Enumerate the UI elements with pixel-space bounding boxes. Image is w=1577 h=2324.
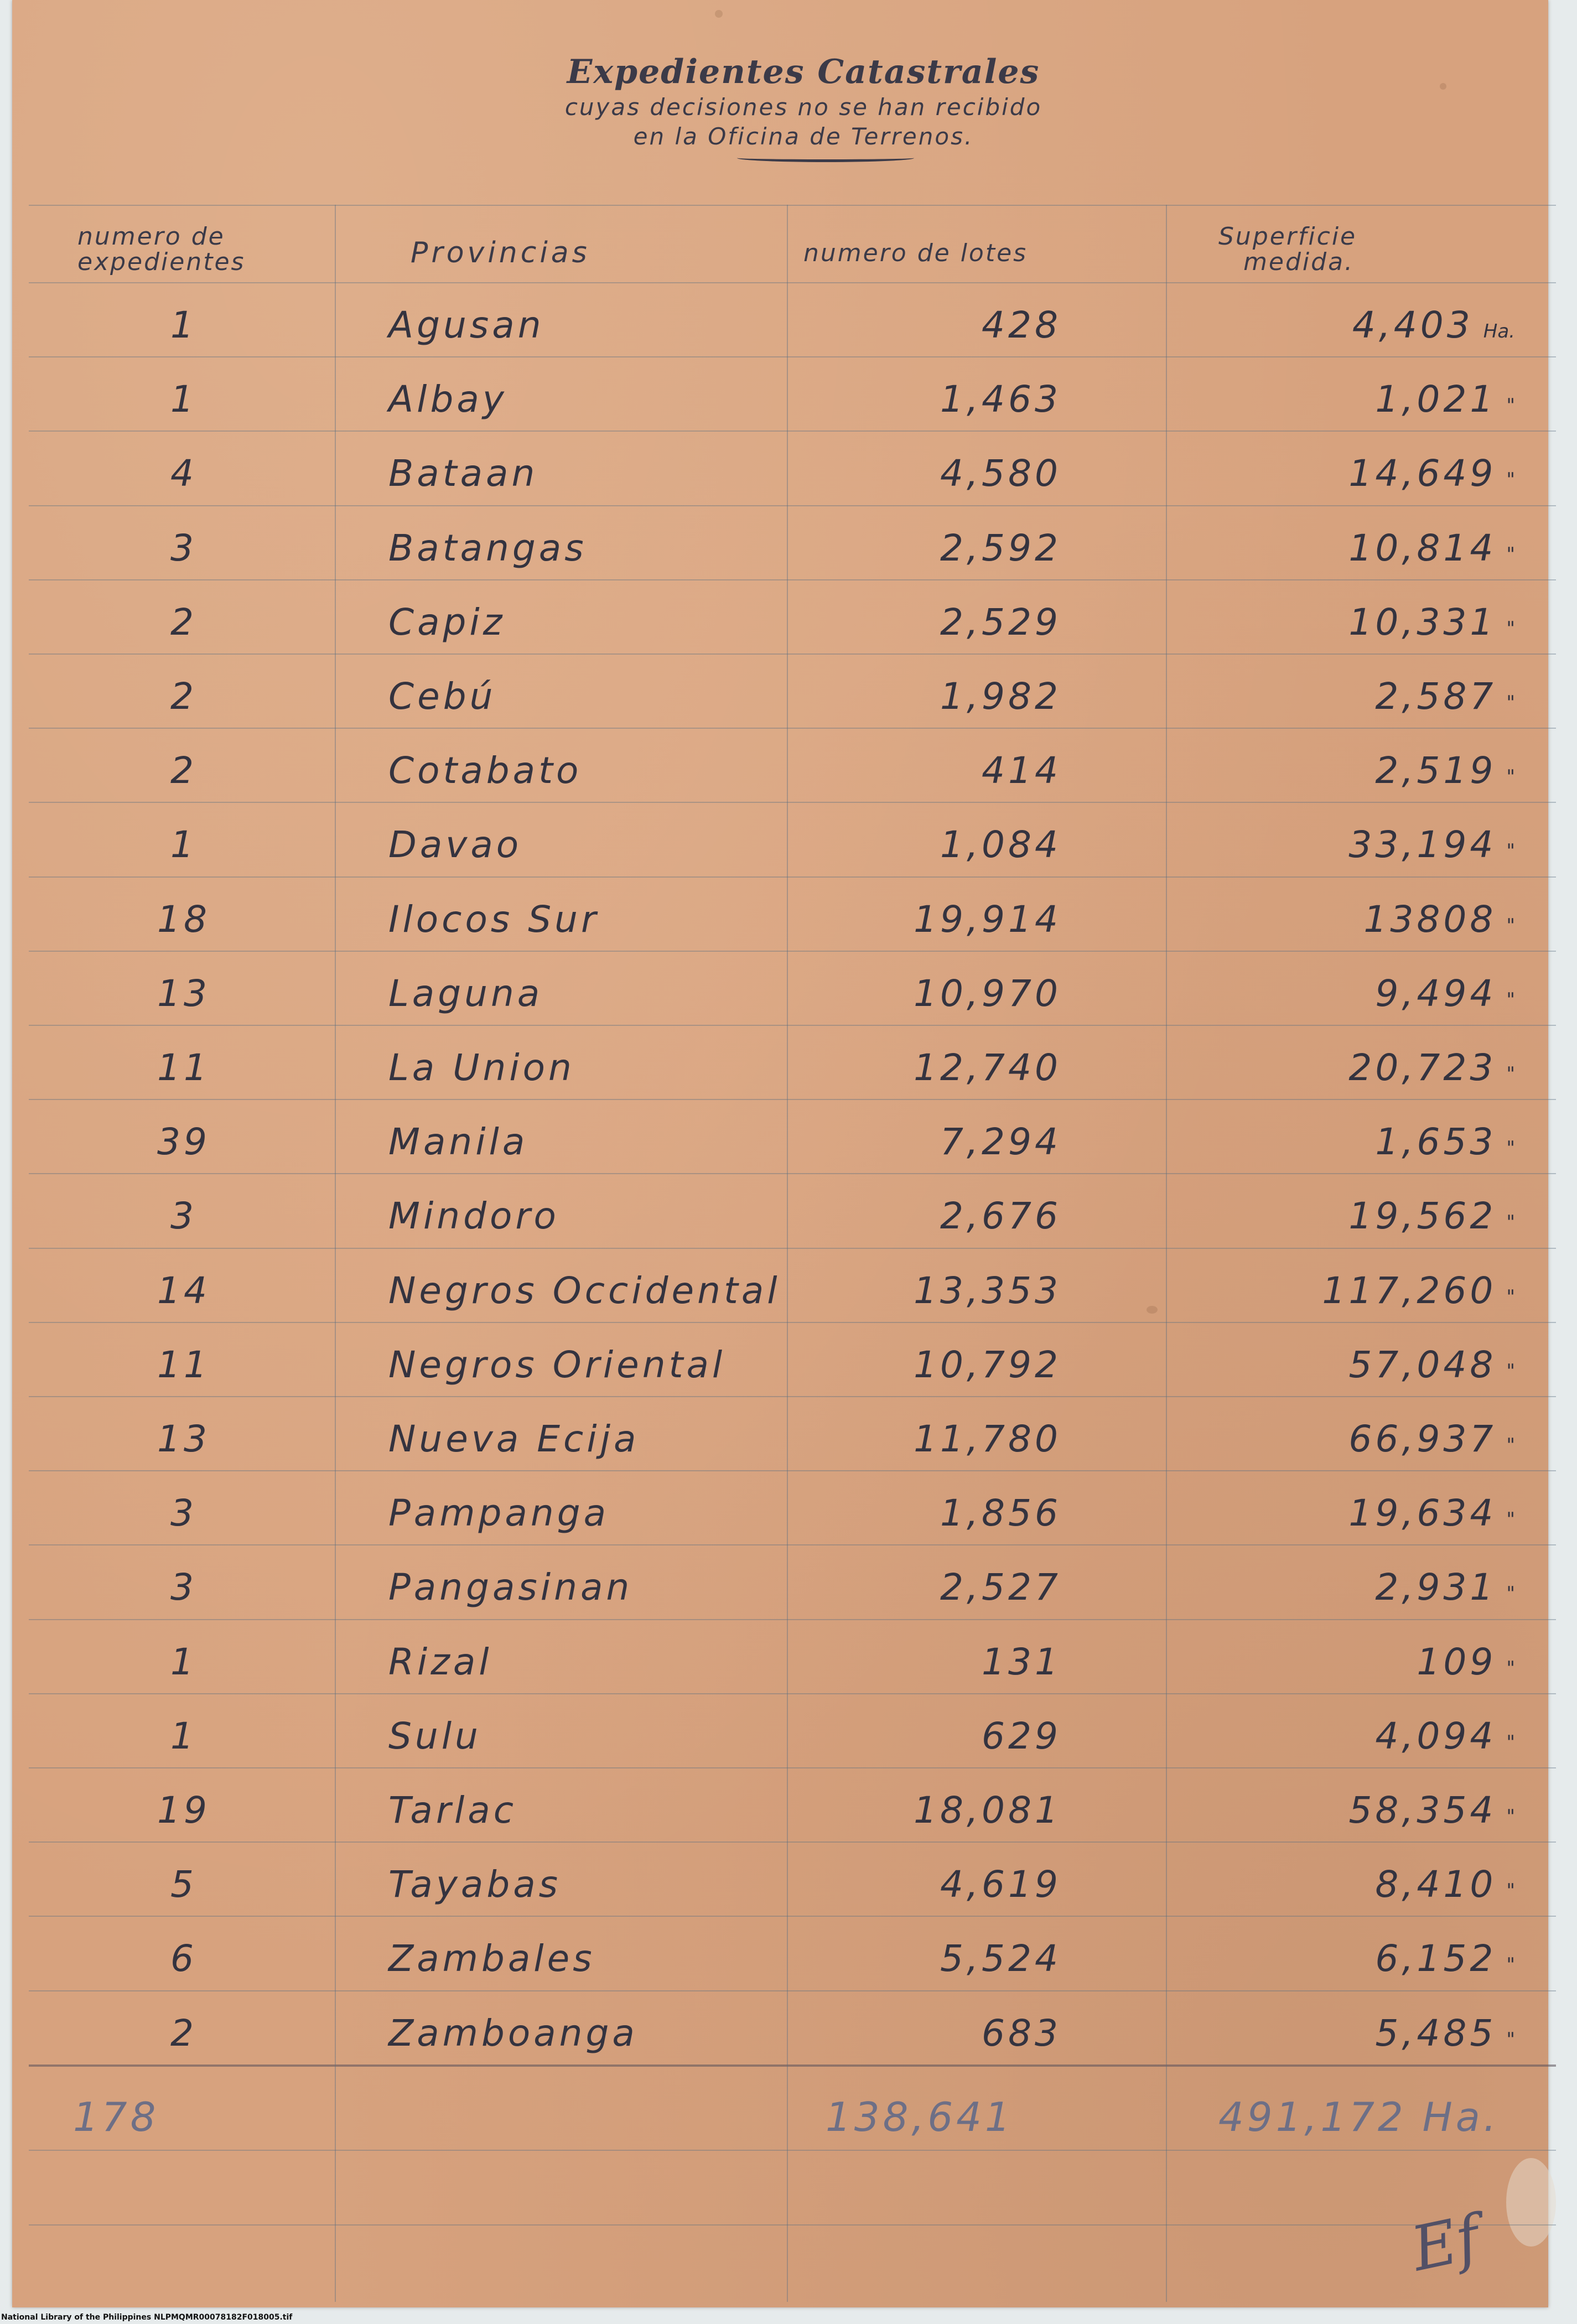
row-superficie-unit: " xyxy=(1506,1806,1515,1828)
header-superficie-line2: medida. xyxy=(1243,248,1355,277)
row-provincia: Pampanga xyxy=(388,1492,610,1534)
row-expedientes: 1 xyxy=(170,378,197,421)
column-divider xyxy=(335,205,336,2302)
row-superficie-value: 5,485 xyxy=(1375,2012,1497,2055)
row-superficie xyxy=(1348,1789,1515,1832)
header-expedientes xyxy=(77,224,245,275)
row-lotes: 5,524 xyxy=(940,1937,1061,1980)
row-lotes: 18,081 xyxy=(914,1789,1061,1832)
row-lotes: 2,529 xyxy=(940,601,1061,644)
row-superficie xyxy=(1375,1566,1515,1609)
row-expedientes: 11 xyxy=(157,1046,210,1089)
table-rule xyxy=(29,1841,1556,1843)
total-lotes: 138,641 xyxy=(826,2094,1014,2140)
row-superficie-value: 57,048 xyxy=(1348,1343,1497,1386)
row-provincia: Negros Oriental xyxy=(388,1343,726,1386)
table-rule xyxy=(29,1173,1556,1174)
row-lotes: 683 xyxy=(982,2012,1061,2055)
row-expedientes: 1 xyxy=(170,823,197,866)
row-superficie xyxy=(1348,823,1515,866)
row-expedientes: 3 xyxy=(170,1195,197,1237)
table-rule xyxy=(29,1544,1556,1545)
header-superficie-line1: Superficie xyxy=(1218,222,1357,251)
row-superficie-value: 33,194 xyxy=(1348,823,1497,866)
row-provincia: Sulu xyxy=(388,1715,481,1757)
row-superficie-unit: " xyxy=(1506,1508,1515,1531)
row-provincia: Albay xyxy=(388,378,507,421)
table-rule xyxy=(29,579,1556,580)
paper-stain xyxy=(715,10,723,18)
row-superficie xyxy=(1375,1863,1515,1906)
table-rule xyxy=(29,1693,1556,1694)
column-divider xyxy=(787,205,788,2302)
table-rule xyxy=(29,282,1556,283)
header-superficie xyxy=(1218,224,1357,275)
document-page xyxy=(12,0,1548,2307)
row-superficie-value: 66,937 xyxy=(1348,1418,1497,1460)
row-superficie xyxy=(1348,1492,1515,1534)
header-lotes: numero de lotes xyxy=(803,239,1028,267)
row-expedientes: 4 xyxy=(170,452,197,495)
row-lotes: 7,294 xyxy=(940,1120,1061,1163)
row-provincia: Laguna xyxy=(388,972,543,1015)
row-provincia: Capiz xyxy=(388,601,506,644)
document-title: Expedientes Catastrales xyxy=(567,53,1040,91)
table-rule xyxy=(29,1248,1556,1249)
row-superficie xyxy=(1375,2012,1515,2055)
row-superficie xyxy=(1348,1046,1515,1089)
row-superficie-value: 14,649 xyxy=(1348,452,1497,495)
row-superficie-unit: " xyxy=(1506,1286,1515,1308)
table-rule xyxy=(29,1916,1556,1917)
total-superficie: 491,172 Ha. xyxy=(1218,2094,1500,2140)
row-superficie-value: 4,094 xyxy=(1375,1715,1497,1757)
row-superficie-value: 13808 xyxy=(1363,898,1497,941)
table-rule xyxy=(29,1470,1556,1471)
table-rule xyxy=(29,1322,1556,1323)
row-superficie-unit: " xyxy=(1506,692,1515,714)
row-superficie-value: 2,931 xyxy=(1375,1566,1497,1609)
table-rule xyxy=(29,1990,1556,1991)
row-lotes: 1,856 xyxy=(940,1492,1061,1534)
row-lotes: 1,982 xyxy=(940,675,1061,718)
row-superficie-unit: " xyxy=(1506,469,1515,491)
row-superficie xyxy=(1375,972,1515,1015)
row-superficie-unit: Ha. xyxy=(1483,320,1515,343)
row-superficie-value: 19,562 xyxy=(1348,1195,1497,1237)
row-superficie-unit: " xyxy=(1506,766,1515,788)
row-superficie-value: 2,587 xyxy=(1375,675,1497,718)
row-superficie xyxy=(1375,675,1515,718)
total-expedientes: 178 xyxy=(73,2094,159,2140)
row-provincia: Rizal xyxy=(388,1641,492,1683)
row-superficie xyxy=(1375,1715,1515,1757)
row-superficie-value: 109 xyxy=(1417,1641,1497,1683)
row-superficie-unit: " xyxy=(1506,1137,1515,1159)
row-superficie-value: 20,723 xyxy=(1348,1046,1497,1089)
row-lotes: 629 xyxy=(982,1715,1061,1757)
paper-tear xyxy=(1506,2158,1556,2247)
row-expedientes: 5 xyxy=(170,1863,197,1906)
row-lotes: 4,619 xyxy=(940,1863,1061,1906)
row-lotes: 414 xyxy=(982,749,1061,792)
row-superficie xyxy=(1352,304,1515,346)
row-superficie-value: 10,331 xyxy=(1348,601,1497,644)
row-provincia: Pangasinan xyxy=(388,1566,633,1609)
row-superficie-unit: " xyxy=(1506,1434,1515,1456)
row-expedientes: 2 xyxy=(170,2012,197,2055)
row-lotes: 2,676 xyxy=(940,1195,1061,1237)
row-superficie xyxy=(1417,1641,1515,1683)
row-provincia: Cotabato xyxy=(388,749,582,792)
table-rule xyxy=(29,1099,1556,1100)
table-rule xyxy=(29,876,1556,878)
row-superficie-value: 2,519 xyxy=(1375,749,1497,792)
header-expedientes-line1: numero de xyxy=(77,222,225,251)
row-expedientes: 1 xyxy=(170,304,197,346)
row-provincia: La Union xyxy=(388,1046,575,1089)
row-expedientes: 14 xyxy=(157,1269,210,1312)
row-superficie-unit: " xyxy=(1506,1211,1515,1233)
row-expedientes: 13 xyxy=(157,1418,210,1460)
row-expedientes: 2 xyxy=(170,675,197,718)
paper-stain xyxy=(1440,83,1446,90)
row-expedientes: 2 xyxy=(170,749,197,792)
table-rule xyxy=(29,505,1556,506)
row-expedientes: 11 xyxy=(157,1343,210,1386)
row-expedientes: 13 xyxy=(157,972,210,1015)
row-superficie-unit: " xyxy=(1506,543,1515,566)
title-underline xyxy=(737,154,914,162)
totals-rule xyxy=(29,2064,1556,2067)
row-superficie xyxy=(1348,527,1515,569)
row-superficie-unit: " xyxy=(1506,989,1515,1011)
row-superficie-value: 58,354 xyxy=(1348,1789,1497,1832)
row-superficie-value: 1,021 xyxy=(1375,378,1497,421)
row-superficie-unit: " xyxy=(1506,1063,1515,1085)
row-lotes: 1,463 xyxy=(940,378,1061,421)
row-superficie-unit: " xyxy=(1506,1657,1515,1679)
row-lotes: 13,353 xyxy=(914,1269,1061,1312)
row-expedientes: 3 xyxy=(170,1492,197,1534)
column-divider xyxy=(1166,205,1167,2302)
table-rule xyxy=(29,951,1556,952)
row-expedientes: 1 xyxy=(170,1641,197,1683)
row-expedientes: 1 xyxy=(170,1715,197,1757)
row-superficie-value: 4,403 xyxy=(1352,304,1474,346)
row-superficie xyxy=(1348,452,1515,495)
row-superficie-unit: " xyxy=(1506,1731,1515,1754)
row-lotes: 11,780 xyxy=(914,1418,1061,1460)
handwritten-initials: Ef xyxy=(1405,2201,1486,2285)
row-superficie-unit: " xyxy=(1506,1954,1515,1976)
row-provincia: Agusan xyxy=(388,304,544,346)
row-provincia: Batangas xyxy=(388,527,587,569)
row-provincia: Nueva Ecija xyxy=(388,1418,640,1460)
row-superficie xyxy=(1348,1195,1515,1237)
row-provincia: Mindoro xyxy=(388,1195,559,1237)
row-superficie-unit: " xyxy=(1506,618,1515,640)
row-provincia: Negros Occidental xyxy=(388,1269,781,1312)
row-expedientes: 2 xyxy=(170,601,197,644)
row-superficie-value: 9,494 xyxy=(1375,972,1497,1015)
row-provincia: Zambales xyxy=(388,1937,595,1980)
table-rule xyxy=(29,802,1556,803)
row-lotes: 131 xyxy=(982,1641,1061,1683)
row-superficie xyxy=(1348,601,1515,644)
row-provincia: Ilocos Sur xyxy=(388,898,600,941)
row-provincia: Cebú xyxy=(388,675,496,718)
row-provincia: Tarlac xyxy=(388,1789,517,1832)
row-lotes: 2,527 xyxy=(940,1566,1061,1609)
row-superficie-unit: " xyxy=(1506,840,1515,862)
table-rule xyxy=(29,205,1556,206)
table-rule xyxy=(29,430,1556,432)
row-superficie xyxy=(1348,1343,1515,1386)
row-expedientes: 6 xyxy=(170,1937,197,1980)
row-superficie-value: 8,410 xyxy=(1375,1863,1497,1906)
row-lotes: 2,592 xyxy=(940,527,1061,569)
row-superficie-unit: " xyxy=(1506,395,1515,417)
row-provincia: Tayabas xyxy=(388,1863,562,1906)
row-superficie xyxy=(1375,749,1515,792)
row-superficie-value: 1,653 xyxy=(1375,1120,1497,1163)
row-superficie-value: 117,260 xyxy=(1322,1269,1497,1312)
document-subtitle-line1: cuyas decisiones no se han recibido xyxy=(564,94,1042,121)
row-superficie xyxy=(1375,378,1515,421)
row-lotes: 4,580 xyxy=(940,452,1061,495)
row-lotes: 12,740 xyxy=(914,1046,1061,1089)
row-expedientes: 19 xyxy=(157,1789,210,1832)
header-provincias: Provincias xyxy=(411,236,590,269)
row-superficie xyxy=(1375,1120,1515,1163)
table-rule xyxy=(29,1025,1556,1026)
table-rule xyxy=(29,1767,1556,1768)
row-lotes: 19,914 xyxy=(914,898,1061,941)
row-superficie-unit: " xyxy=(1506,915,1515,937)
document-subtitle-line2: en la Oficina de Terrenos. xyxy=(633,123,974,150)
row-superficie xyxy=(1348,1418,1515,1460)
table-rule xyxy=(29,2150,1556,2151)
row-provincia: Davao xyxy=(388,823,522,866)
row-superficie-unit: " xyxy=(1506,1583,1515,1605)
row-superficie xyxy=(1322,1269,1515,1312)
row-expedientes: 18 xyxy=(157,898,210,941)
row-superficie-unit: " xyxy=(1506,2029,1515,2051)
table-rule xyxy=(29,1619,1556,1620)
row-expedientes: 39 xyxy=(157,1120,210,1163)
row-provincia: Zamboanga xyxy=(388,2012,638,2055)
row-superficie xyxy=(1375,1937,1515,1980)
archive-footer: National Library of the Philippines NLPMQMR00078182F018005.tif xyxy=(1,2313,293,2322)
row-superficie-value: 19,634 xyxy=(1348,1492,1497,1534)
row-lotes: 1,084 xyxy=(940,823,1061,866)
table-rule xyxy=(29,1396,1556,1397)
title-block xyxy=(444,53,1163,150)
table-rule xyxy=(29,728,1556,729)
table-rule xyxy=(29,2224,1556,2226)
row-provincia: Manila xyxy=(388,1120,528,1163)
row-superficie-unit: " xyxy=(1506,1360,1515,1382)
row-provincia: Bataan xyxy=(388,452,538,495)
header-expedientes-line2: expedientes xyxy=(77,248,246,277)
row-superficie-value: 6,152 xyxy=(1375,1937,1497,1980)
row-lotes: 10,792 xyxy=(914,1343,1061,1386)
row-lotes: 428 xyxy=(982,304,1061,346)
row-superficie-unit: " xyxy=(1506,1880,1515,1902)
table-rule xyxy=(29,356,1556,357)
row-lotes: 10,970 xyxy=(914,972,1061,1015)
table-rule xyxy=(29,653,1556,655)
paper-stain xyxy=(1147,1306,1158,1314)
row-superficie xyxy=(1363,898,1515,941)
row-expedientes: 3 xyxy=(170,527,197,569)
row-expedientes: 3 xyxy=(170,1566,197,1609)
row-superficie-value: 10,814 xyxy=(1348,527,1497,569)
